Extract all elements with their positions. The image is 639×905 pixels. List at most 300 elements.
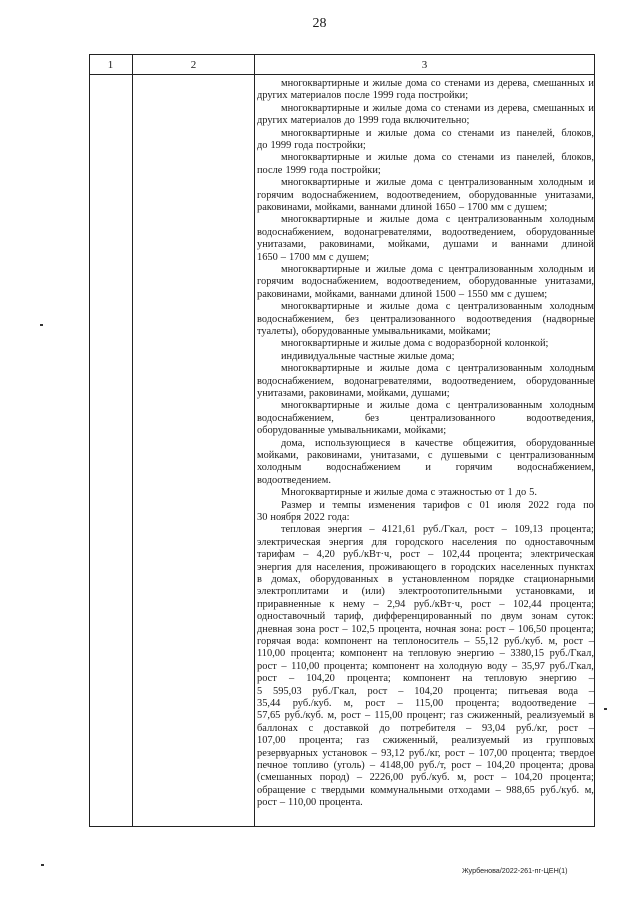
word: жилые — [397, 350, 428, 362]
word: дома — [416, 301, 439, 313]
text-line — [257, 624, 594, 636]
word: душами — [443, 239, 479, 251]
word: дома — [406, 487, 428, 499]
word: рост — [473, 772, 494, 784]
word: – — [476, 760, 482, 771]
word: процента; — [453, 685, 498, 697]
word: с — [445, 363, 451, 375]
word: 988,65 — [506, 784, 535, 796]
word: мм — [312, 251, 326, 263]
word: без — [345, 313, 360, 325]
word: рост — [318, 623, 339, 635]
word: мойками, — [257, 450, 299, 461]
word: холодным — [549, 363, 594, 375]
word: процента; — [519, 760, 564, 771]
word: печное — [257, 760, 288, 771]
text-line — [281, 500, 594, 512]
word: реализуемый — [451, 735, 510, 747]
word: процента. — [319, 797, 363, 809]
word: постройки; — [418, 90, 469, 102]
word: руб./Гкал, — [422, 524, 468, 536]
word: многоквартирные — [281, 363, 360, 375]
word: водонагревателями, — [344, 375, 432, 387]
word: дифференцированный — [372, 611, 472, 623]
word: энергия — [328, 536, 364, 548]
text-line — [257, 599, 594, 611]
text-line — [257, 586, 594, 598]
text-line — [257, 723, 594, 735]
word: из — [484, 78, 494, 89]
word: рост — [485, 623, 506, 635]
word: стенами — [457, 152, 495, 164]
word: раковинами, — [319, 239, 375, 251]
word: холодным — [538, 177, 583, 189]
word: – — [369, 760, 376, 771]
word: руб./т, — [418, 760, 447, 771]
word: водоотведением, — [386, 189, 461, 201]
word: со — [430, 78, 441, 89]
word: дома; — [430, 350, 455, 362]
word: унитазами, — [544, 189, 594, 201]
word: на — [424, 660, 435, 672]
word: мойками, — [314, 288, 357, 300]
word: включительно; — [403, 115, 470, 127]
word: руб./куб. — [410, 772, 450, 784]
word: года — [396, 90, 416, 102]
word: до — [257, 140, 268, 151]
word: м, — [457, 772, 467, 784]
word: 5 — [257, 685, 263, 697]
text-line — [257, 376, 594, 388]
word: и — [365, 127, 372, 139]
text-line — [257, 686, 594, 698]
word: дома — [405, 78, 428, 89]
word: 35,97 — [521, 660, 546, 672]
word: водоотведением, — [441, 375, 516, 387]
word: смешанных — [532, 102, 585, 114]
word: оборудованные — [468, 189, 537, 201]
word: блоков, — [561, 152, 594, 164]
word: раковинами, — [257, 202, 312, 213]
word: – — [458, 288, 465, 300]
word: рост — [400, 549, 420, 561]
word: – — [280, 251, 286, 263]
word: 4121,61 — [381, 524, 416, 536]
word: руб./куб. — [504, 636, 543, 647]
word: 1650 — [257, 251, 278, 263]
table-border-right — [594, 54, 595, 827]
word: водоснабжением, — [257, 375, 334, 387]
word: (надворные — [542, 313, 594, 325]
word: сжиженный, — [467, 710, 523, 722]
word: 93,04 — [481, 722, 506, 734]
text-line — [257, 388, 594, 400]
word: мойками; — [448, 326, 491, 337]
word: оборудованные — [257, 425, 325, 437]
word: 4148,00 — [380, 760, 414, 771]
word: года: — [327, 512, 350, 523]
word: сжиженный, — [382, 735, 439, 747]
word: вода — [558, 685, 578, 697]
word: тепловую — [408, 648, 452, 660]
word: процента; — [550, 623, 594, 635]
text-line — [257, 710, 594, 722]
word: – — [466, 722, 472, 734]
word: централизованного — [410, 412, 496, 424]
word: топливо — [292, 760, 329, 771]
word: – — [356, 772, 363, 784]
word: унитазами, — [257, 239, 307, 251]
word: с — [445, 214, 451, 226]
word: постройки; — [331, 164, 381, 176]
word: июля — [497, 499, 521, 511]
word: водоснабжением, — [257, 412, 334, 424]
word: энергию — [539, 673, 577, 685]
word: 1700 — [467, 202, 488, 213]
word: с — [311, 784, 316, 796]
word: из — [500, 127, 511, 139]
word: жилые — [377, 152, 408, 164]
word: душевыми — [440, 450, 489, 461]
word: электрическая — [530, 549, 594, 561]
word: 107,00 — [478, 747, 508, 759]
word: (смешанных — [257, 772, 313, 784]
word: 57,65 — [257, 710, 281, 722]
word: 2,94 — [387, 598, 406, 610]
word: рост — [444, 747, 465, 759]
word: – — [458, 202, 465, 213]
word: раковинами, — [257, 288, 312, 300]
word: жилые — [372, 102, 402, 114]
word: горячим — [257, 189, 294, 201]
word: водоотведением, — [441, 226, 516, 238]
word: жилые — [376, 177, 406, 189]
text-line — [257, 549, 594, 561]
text-line — [257, 636, 594, 648]
text-line — [281, 103, 594, 115]
word: 115,00 — [414, 698, 444, 709]
word: и — [588, 586, 594, 598]
word: ночная — [425, 623, 457, 635]
word: со — [441, 152, 452, 164]
word: и — [366, 214, 373, 226]
page-number: 28 — [312, 16, 327, 31]
word: газ — [450, 710, 464, 722]
word: индивидуальные — [281, 350, 356, 362]
word: водоснабжением, — [257, 313, 334, 325]
word: дома — [403, 338, 425, 350]
word: энергия — [327, 524, 363, 536]
word: 106,50 — [517, 623, 547, 635]
word: рост — [474, 524, 495, 536]
word: 104,20 — [513, 772, 543, 784]
word: водоотведения — [466, 313, 532, 325]
word: зона — [295, 623, 316, 635]
scan-mark — [41, 864, 44, 866]
word: – — [342, 623, 348, 635]
text-line — [257, 772, 594, 784]
word: – — [588, 722, 594, 734]
word: года — [294, 140, 314, 151]
word: мойками, — [387, 239, 430, 251]
word: тепловую — [484, 673, 528, 685]
word: 110,00 — [288, 797, 317, 809]
word: проживающего — [369, 561, 437, 573]
text-line — [257, 698, 594, 710]
text-line — [257, 202, 594, 214]
word: процента; — [299, 735, 343, 747]
word: руб./куб. — [292, 698, 332, 709]
word: с — [308, 722, 314, 734]
word: централизованным — [448, 177, 533, 189]
word: 102,44 — [513, 598, 542, 610]
word: по — [505, 536, 517, 548]
word: изменения — [368, 499, 416, 511]
word: – — [364, 710, 371, 722]
word: блоков, — [561, 127, 594, 139]
word: оборудованные — [526, 375, 594, 387]
word: процента; — [550, 598, 594, 610]
word: панелей, — [516, 152, 555, 164]
word: раковинами, — [309, 388, 364, 399]
word: и — [362, 338, 369, 350]
word: – — [469, 747, 475, 759]
word: м, — [343, 698, 353, 709]
word: с — [496, 450, 502, 461]
word: дома, — [281, 437, 305, 449]
word: многоквартирные — [281, 102, 360, 114]
word: без — [364, 412, 379, 424]
word: 1999 — [285, 164, 307, 176]
word: общежития, — [462, 437, 517, 449]
table-border-bottom — [89, 826, 595, 827]
word: руб./кВт·ч, — [343, 549, 392, 561]
word: 104,20 — [486, 760, 515, 771]
word: руб./Гкал, — [549, 660, 594, 672]
word: многоквартирные — [281, 177, 360, 189]
word: с — [438, 177, 443, 189]
word: водонагревателями, — [344, 226, 432, 238]
word: – — [588, 673, 594, 685]
word: рост — [563, 636, 584, 647]
word: централизованного — [370, 313, 456, 325]
word: мойками, — [314, 202, 357, 213]
word: – — [288, 673, 295, 685]
word: 5. — [529, 487, 537, 499]
word: 2022 — [304, 512, 325, 523]
word: мм — [490, 288, 505, 300]
word: оборудованные — [526, 437, 594, 449]
word: процента, — [378, 623, 422, 635]
word: для — [296, 561, 312, 573]
word: водоснабжением, — [517, 462, 594, 474]
word: городских — [450, 561, 496, 573]
word: 35,44 — [257, 698, 281, 709]
word: отходами — [448, 784, 490, 796]
text-line — [281, 128, 594, 140]
word: 2226,00 — [369, 772, 404, 784]
word: мойками; — [404, 425, 447, 437]
word: с — [328, 251, 334, 263]
word: и — [588, 264, 594, 275]
word: суток: — [566, 611, 594, 623]
word: на — [462, 673, 473, 685]
text-line — [257, 760, 594, 772]
word: 104,20 — [414, 685, 443, 697]
word: холодным — [257, 462, 302, 474]
word: централизованным — [457, 363, 543, 375]
word: 1999 — [372, 90, 394, 102]
word: из — [500, 152, 511, 164]
word: после — [257, 164, 283, 176]
word: процента; — [511, 747, 556, 759]
word: этажностью — [438, 487, 492, 499]
table-header-divider — [89, 74, 594, 75]
word: к — [329, 598, 335, 610]
word: жилые — [377, 127, 408, 139]
text-line — [257, 462, 594, 474]
word: порядке — [478, 574, 515, 585]
word: – — [279, 797, 286, 809]
word: с — [507, 202, 512, 213]
word: жилые — [371, 338, 401, 350]
text-line — [257, 140, 594, 152]
word: и — [365, 487, 371, 499]
word: теплоноситель — [393, 636, 459, 647]
word: 30 — [257, 512, 268, 523]
word: 1999 — [270, 140, 292, 151]
word: компонент — [402, 673, 451, 685]
word: холодным — [549, 400, 594, 412]
word: жилые — [379, 363, 410, 375]
word: одноставочный — [257, 611, 326, 623]
text-line — [281, 438, 594, 450]
word: мойками, — [366, 388, 409, 399]
column-header-2: 2 — [190, 59, 197, 71]
word: постройки; — [316, 140, 366, 151]
word: со — [441, 127, 452, 139]
text-line — [257, 314, 594, 326]
word: процента; — [290, 648, 335, 660]
word: оборудованных — [310, 574, 379, 585]
word: унитазами, — [370, 450, 420, 461]
word: водоотведения, — [526, 412, 594, 424]
text-line — [281, 400, 594, 412]
word: дома — [405, 102, 428, 114]
word: процента; — [478, 549, 523, 561]
word: дома — [411, 264, 433, 275]
word: 595,03 — [273, 685, 302, 697]
word: частные — [358, 350, 395, 362]
word: длиной — [561, 239, 594, 251]
word: из — [522, 735, 533, 747]
text-line — [257, 289, 594, 301]
word: 1700 — [288, 251, 310, 263]
scan-mark — [40, 324, 43, 326]
word: водоснабжением, — [257, 226, 334, 238]
text-line — [257, 165, 594, 177]
word: холодным — [549, 214, 594, 226]
word: коммунальными — [370, 784, 444, 796]
word: городского — [395, 536, 444, 548]
word: 102,5 — [351, 623, 375, 635]
word: твердыми — [321, 784, 365, 796]
text-line — [257, 425, 594, 437]
text-line — [257, 252, 594, 264]
text-line — [257, 611, 594, 623]
text-line — [281, 487, 594, 499]
word: рост — [257, 660, 277, 672]
word: года — [381, 115, 401, 127]
word: использующиеся — [314, 437, 391, 449]
word: и — [366, 363, 373, 375]
word: тепловая — [281, 524, 321, 536]
word: ваннами — [359, 288, 397, 300]
word: и — [342, 586, 348, 598]
word: многоквартирные — [281, 127, 360, 139]
word: м, — [584, 784, 594, 796]
word: с — [445, 400, 451, 412]
word: в — [387, 574, 393, 585]
word: на — [392, 648, 403, 660]
word: 01 — [479, 499, 490, 511]
table-column-divider-2 — [254, 54, 255, 827]
text-line — [257, 239, 594, 251]
word: дерева, — [497, 78, 530, 89]
document-footer-code: Журбенова/2022-261-пг-ЦЕН(1) — [462, 866, 568, 875]
word: и — [588, 102, 594, 114]
word: с — [467, 499, 472, 511]
word: водоотведением. — [257, 474, 331, 486]
word: и — [365, 152, 372, 164]
word: года — [309, 164, 329, 176]
word: дневная — [257, 623, 293, 635]
text-line — [257, 190, 594, 202]
word: стенами — [444, 102, 481, 114]
word: душем; — [514, 288, 548, 300]
word: централизованным — [457, 301, 543, 313]
text-line — [257, 227, 594, 239]
word: рост — [257, 673, 277, 685]
word: оборудованные — [301, 326, 370, 337]
word: м, — [548, 636, 558, 647]
word: рост — [367, 685, 388, 697]
word: – — [373, 598, 379, 610]
word: в — [257, 574, 262, 585]
word: многоквартирные — [281, 301, 360, 313]
text-line — [257, 785, 594, 797]
word: жилые — [379, 400, 410, 412]
word: руб./Гкал, — [549, 648, 594, 660]
word: дерева, — [497, 102, 530, 114]
table-column-divider-1 — [132, 54, 133, 827]
word: по — [583, 499, 594, 511]
word: и — [425, 462, 431, 474]
word: пород) — [319, 772, 350, 784]
word: процента; — [550, 772, 594, 784]
word: 1999 — [357, 115, 379, 127]
word: многоквартирные — [281, 152, 360, 164]
text-line — [281, 264, 594, 276]
word: до — [515, 487, 527, 499]
word: до — [379, 722, 390, 734]
word: рост — [365, 698, 386, 709]
word: жилые — [376, 264, 406, 275]
word: энергия — [257, 561, 292, 573]
word: качестве — [415, 437, 453, 449]
word: 109,13 — [514, 524, 543, 536]
word: 1 — [507, 487, 513, 499]
